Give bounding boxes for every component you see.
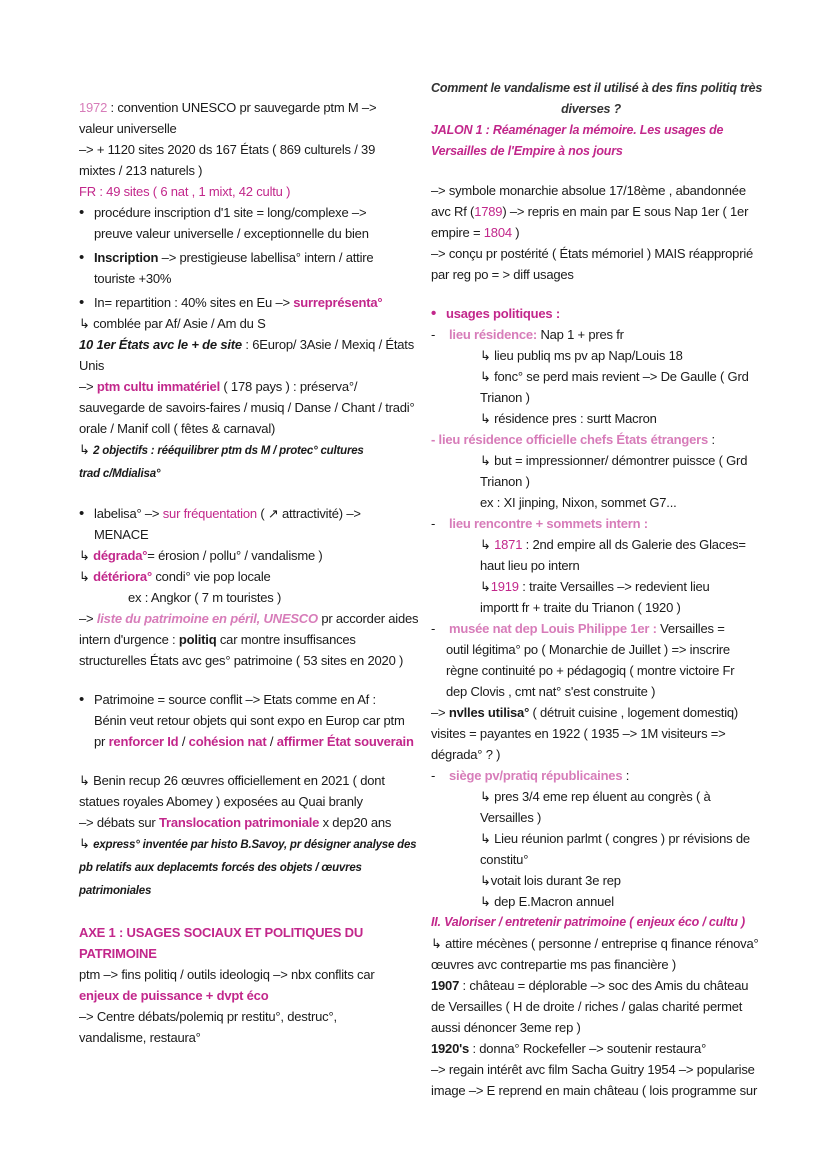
line: ↳ lieu publiq ms pv ap Nap/Louis 18 xyxy=(480,348,683,363)
line: enjeux de puissance + dvpt éco xyxy=(79,988,269,1003)
line: - lieu résidence: Nap 1 + pres fr xyxy=(431,327,624,342)
line: 1907 : château = déplorable –> soc des Amis du château xyxy=(431,978,749,993)
line: trad c/Mdialisa° xyxy=(79,468,161,480)
question-title: Comment le vandalisme est il utilisé à des fins politiq très xyxy=(431,81,763,95)
line: ↳ Benin recup 26 œuvres officiellement en 2021 ( dont xyxy=(79,773,385,788)
line: mixtes / 213 naturels ) xyxy=(79,163,203,178)
line: –> nvlles utilisa° ( détruit cuisine , logement domestiq) xyxy=(431,705,739,720)
line: intern d'urgence : politiq car montre insuffisances xyxy=(79,632,356,647)
line: –> conçu pr postérité ( États mémoriel ) MAIS réapproprié xyxy=(431,246,754,261)
line: ↳1919 : traite Versailles –> redevient lieu xyxy=(480,579,710,594)
line: ex : Angkor ( 7 m touristes ) xyxy=(128,590,282,605)
line: Trianon ) xyxy=(480,390,530,405)
line: par reg po = > diff usages xyxy=(431,267,574,282)
line: ex : XI jinping, Nixon, sommet G7... xyxy=(480,495,677,510)
right-column xyxy=(431,78,763,1101)
line: règne continuité po + pédagogiq ( montre victoire Fr xyxy=(446,663,735,678)
line: 1920's : donna° Rockefeller –> soutenir restaura° xyxy=(431,1041,707,1056)
line: image –> E reprend en main château ( lois programme sur xyxy=(431,1083,758,1098)
line: - siège pv/pratiq républicaines : xyxy=(431,768,630,783)
usages-politiques-heading: • usages politiques : xyxy=(431,303,751,324)
bullet-item: • Inscription –> prestigieuse labellisa° intern / attire xyxy=(79,247,399,268)
axe1-heading-cont: PATRIMOINE xyxy=(79,946,157,961)
line: ↳ fonc° se perd mais revient –> De Gaulle ( Grd xyxy=(480,369,749,384)
line: importt fr + traite du Trianon ( 1920 ) xyxy=(480,600,681,615)
line: ptm –> fins politiq / outils ideologiq –> nbx conflits car xyxy=(79,967,375,982)
line: dégrada° ? ) xyxy=(431,747,501,762)
line: statues royales Abomey ) exposées au Quai branly xyxy=(79,794,363,809)
line: vandalisme, restaura° xyxy=(79,1030,201,1045)
line: –> regain intérêt avc film Sacha Guitry 1954 –> popularise xyxy=(431,1062,755,1077)
line: –> débats sur Translocation patrimoniale x dep20 ans xyxy=(79,815,392,830)
line-fr-sites: FR : 49 sites ( 6 nat , 1 mixt, 42 cultu ) xyxy=(79,184,291,199)
line: ↳votait lois durant 3e rep xyxy=(480,873,621,888)
line: - lieu rencontre + sommets intern : xyxy=(431,516,648,531)
line: preuve valeur universelle / exceptionnelle du bien xyxy=(94,226,369,241)
line: ↳ attire mécènes ( personne / entreprise q finance rénova° xyxy=(431,936,759,951)
line: - lieu résidence officielle chefs États étrangers : xyxy=(431,432,715,447)
line: Unis xyxy=(79,358,105,373)
bullet-item: • In= repartition : 40% sites en Eu –> surreprésenta° xyxy=(79,292,399,313)
line: –> Centre débats/polemiq pr restitu°, destruc°, xyxy=(79,1009,337,1024)
line: structurelles États avc ges° patrimoine ( 53 sites en 2020 ) xyxy=(79,653,404,668)
line: pb relatifs aux deplacemts forcés des objets / œuvres xyxy=(79,862,362,874)
line: valeur universelle xyxy=(79,121,177,136)
line: empire = 1804 ) xyxy=(431,225,520,240)
line: ↳ 2 objectifs : rééquilibrer ptm ds M / protec° cultures xyxy=(79,442,364,457)
bullet-item: • Patrimoine = source conflit –> Etats comme en Af : xyxy=(79,689,399,710)
bullet-item: • labelisa° –> sur fréquentation ( ↗ attractivité) –> xyxy=(79,503,399,524)
line: ↳ pres 3/4 eme rep éluent au congrès ( à xyxy=(480,789,711,804)
line: –> + 1120 sites 2020 ds 167 États ( 869 culturels / 39 xyxy=(79,142,376,157)
line: ↳ but = impressionner/ démontrer puissce ( Grd xyxy=(480,453,748,468)
jalon-heading: JALON 1 : Réaménager la mémoire. Les usages de xyxy=(431,123,724,137)
line: touriste +30% xyxy=(94,271,172,286)
line: visites = payantes en 1922 ( 1935 –> 1M visiteurs => xyxy=(431,726,726,741)
line: ↳ express° inventée par histo B.Savoy, pr désigner analyse des xyxy=(79,836,417,851)
line: –> symbole monarchie absolue 17/18ème , abandonnée xyxy=(431,183,746,198)
line: ↳ 1871 : 2nd empire all ds Galerie des Glaces= xyxy=(480,537,746,552)
jalon-heading-cont: Versailles de l'Empire à nos jours xyxy=(431,144,623,158)
line: - musée nat dep Louis Philippe 1er : Versailles = xyxy=(431,621,725,636)
line: ↳ dégrada°= érosion / pollu° / vandalisme ) xyxy=(79,548,323,563)
line: MENACE xyxy=(94,527,149,542)
line: Trianon ) xyxy=(480,474,530,489)
line: aussi dénoncer 3eme rep ) xyxy=(431,1020,581,1035)
line: de Versailles ( H de droite / riches / galas charité permet xyxy=(431,999,743,1014)
line: 10 1er États avc le + de site : 6Europ/ 3Asie / Mexiq / États xyxy=(79,337,415,352)
line: ↳ dep E.Macron annuel xyxy=(480,894,614,909)
line: ↳ Lieu réunion parlmt ( congres ) pr révisions de xyxy=(480,831,750,846)
line: ↳ détériora° condi° vie pop locale xyxy=(79,569,271,584)
bullet-item: • procédure inscription d'1 site = long/complexe –> xyxy=(79,202,399,223)
line: –> ptm cultu immatériel ( 178 pays ) : préserva°/ xyxy=(79,379,358,394)
line: dep Clovis , cmt nat° s'est construite ) xyxy=(446,684,656,699)
line: constitu° xyxy=(480,852,529,867)
line: Versailles ) xyxy=(480,810,542,825)
axe1-heading: AXE 1 : USAGES SOCIAUX ET POLITIQUES DU xyxy=(79,925,364,940)
line: Bénin veut retour objets qui sont expo en Europ car ptm xyxy=(94,713,405,728)
line: –> liste du patrimoine en péril, UNESCO pr accorder aides xyxy=(79,611,419,626)
line: outil légitima° po ( Monarchie de Juillet ) => inscrire xyxy=(446,642,730,657)
section-ii-heading: II. Valoriser / entretenir patrimoine ( enjeux éco / cultu ) xyxy=(431,915,746,929)
line: sauvegarde de savoirs-faires / musiq / Danse / Chant / tradi° xyxy=(79,400,415,415)
line: patrimoniales xyxy=(79,885,152,897)
line: orale / Manif coll ( fêtes & carnaval) xyxy=(79,421,276,436)
line-1972: 1972 : convention UNESCO pr sauvegarde ptm M –> xyxy=(79,100,377,115)
left-column xyxy=(79,97,419,1048)
line: avc Rf (1789) –> repris en main par E sous Nap 1er ( 1er xyxy=(431,204,749,219)
line: pr renforcer Id / cohésion nat / affirmer État souverain xyxy=(94,734,414,749)
line: œuvres avc contrepartie ms pas financière ) xyxy=(431,957,676,972)
line: haut lieu po intern xyxy=(480,558,580,573)
line: ↳ comblée par Af/ Asie / Am du S xyxy=(79,316,266,331)
line: ↳ résidence pres : surtt Macron xyxy=(480,411,657,426)
question-title-cont: diverses ? xyxy=(561,102,621,116)
